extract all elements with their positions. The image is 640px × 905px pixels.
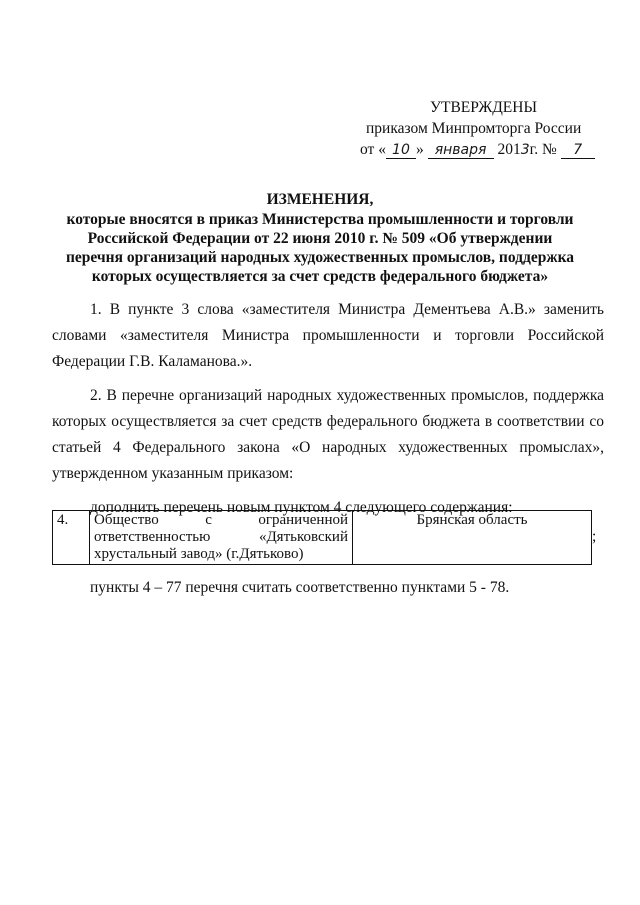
table-row — [53, 511, 592, 565]
organization-cell: Общество с ограниченной ответственностью «Дятьковский хрустальный завод» (г.Дятьково) — [90, 511, 353, 565]
document-heading — [60, 190, 580, 286]
approval-stamp — [360, 97, 620, 161]
date-day: 10 — [386, 142, 416, 159]
approval-title: УТВЕРЖДЕНЫ — [430, 99, 537, 116]
paragraph-item-2: 2. В перечне организаций народных художественных промыслов, поддержка которых осуществляется за счет средств федерального бюджета в соответствии со статьей 4 Федерального закона «О народных художественных промыслах», утвержденном указанным приказом: — [52, 387, 604, 482]
approval-date-line — [360, 139, 620, 161]
region-cell: Брянская область — [353, 511, 592, 565]
approval-order: приказом Минпромторга России — [366, 120, 582, 137]
date-prefix: от « — [360, 141, 386, 158]
closing-paragraph: пункты 4 – 77 перечня считать соответственно пунктами 5 - 78. — [90, 579, 510, 596]
paragraph-item-1: 1. В пункте 3 слова «заместителя Министра Дементьева А.В.» заменить словами «заместителя Министра промышленности и торговли Российской Федерации Г.В. Каламанова.». — [52, 301, 604, 370]
order-number: 7 — [561, 142, 595, 159]
date-year-suffix: г. № — [529, 141, 557, 158]
date-month: января — [428, 142, 494, 159]
table-trailing-semicolon: ; — [592, 528, 597, 545]
date-year-digit: 3 — [520, 142, 530, 158]
row-number: 4. — [53, 511, 90, 565]
date-quote-close: » — [415, 141, 424, 158]
insert-table — [52, 510, 592, 565]
paragraph-add-line: дополнить перечень новым пунктом 4 следующего содержания: — [90, 499, 513, 516]
document-body — [52, 297, 604, 521]
heading-subtitle: которые вносятся в приказ Министерства промышленности и торговли Российской Федерации от 22 июня 2010 г. № 509 «Об утверждении перечня организаций народных художественных промыслов, поддержка которых осуществляется за счет средств федерального бюджета» — [65, 211, 575, 285]
heading-title: ИЗМЕНЕНИЯ, — [266, 191, 374, 208]
date-year-prefix: 201 — [497, 141, 521, 158]
